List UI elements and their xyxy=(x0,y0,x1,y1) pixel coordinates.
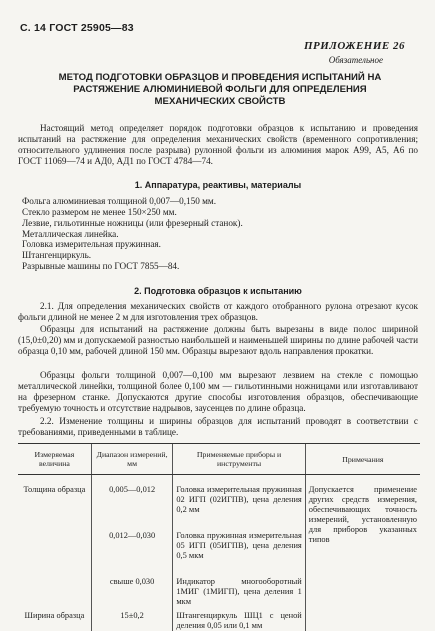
tool-entry: Головка измерительная пружинная 02 ИГП (02ИГПВ), цена деления 0,2 мм xyxy=(176,485,302,515)
list-item: Фольга алюминиевая толщиной 0,007—0,150 мм. xyxy=(22,196,217,206)
table-cell-ranges xyxy=(91,475,172,607)
section-1-list xyxy=(22,196,412,272)
range-value: свыше 0,030 xyxy=(109,577,155,587)
document-title: МЕТОД ПОДГОТОВКИ ОБРАЗЦОВ И ПРОВЕДЕНИЯ ИСПЫТАНИЙ НА РАСТЯЖЕНИЕ АЛЮМИНИЕВОЙ ФОЛЬГИ ДЛЯ ОПРЕДЕЛЕНИЯ МЕХАНИЧЕСКИХ СВОЙСТВ xyxy=(58,72,382,107)
range-value: 0,005—0,012 xyxy=(109,485,156,495)
list-item: Стекло размером не менее 150×250 мм. xyxy=(22,206,177,217)
table-row xyxy=(18,607,420,631)
table-cell-quantity: Ширина образца xyxy=(24,611,85,621)
table-cell-tool xyxy=(173,607,305,631)
intro-paragraph: Настоящий метод определяет порядок подготовки образцов к испытанию и проведения испытаний на растяжение для определения механических свойств (временного сопротивления; относительного удлинения после разрыва) рулонной фольги из алюминия марок А99, А5, А6 по ГОСТ 11069—74 и АД0, АД1 по ГОСТ 4784—74. xyxy=(18,123,418,166)
list-item: Разрывные машины по ГОСТ 7855—84. xyxy=(22,261,180,272)
tool-entry: Штангенциркуль ШЦ1 с ценой деления 0,05 или 0,1 мм xyxy=(176,611,302,630)
list-item: Штангенциркуль. xyxy=(22,250,92,261)
table-row xyxy=(18,475,420,607)
column-header: Применяемые приборы и инструменты xyxy=(173,444,305,475)
range-value: 0,012—0,030 xyxy=(109,531,156,541)
note-text: Допускается применение других средств измерения, обеспечивающих точность измерений, установленную для приборов указанных типов xyxy=(308,485,417,544)
list-item: Лезвие, гильотинные ножницы (или фрезерный станок). xyxy=(22,217,243,228)
column-header: Примечания xyxy=(305,444,420,475)
list-item: Металлическая линейка. xyxy=(22,228,119,239)
table-header-row xyxy=(18,444,420,475)
appendix-status: Обязательное xyxy=(328,55,383,65)
paragraph-2-1: 2.1. Для определения механических свойств от каждого отобранного рулона отрезают кусок фольги длиной не менее 2 м для изготовления трех образцов. xyxy=(18,301,418,322)
paragraph-cutting: Образцы фольги толщиной 0,007—0,100 мм вырезают лезвием на стекле с помощью металлической линейки, толщиной более 0,100 мм — гильотинными ножницами или изготавливают на фрезерном станке. Допускаются другие способы изготовления образцов, обеспечивающие требуемую точность и отсутствие надрывов, заусенцев по длине образца. xyxy=(18,370,418,413)
table-cell-note xyxy=(305,475,420,607)
tool-entry: Индикатор многооборотный 1МИГ (1МИГП), цена деления 1 мкм xyxy=(176,577,302,607)
table-cell-quantity: Толщина образца xyxy=(23,485,86,495)
table-cell-tools xyxy=(173,475,305,607)
list-item: Головка измерительная пружинная. xyxy=(22,239,161,250)
section-1-heading: 1. Аппаратура, реактивы, материалы xyxy=(134,180,302,190)
tool-entry: Головка пружинная измерительная 05 ИГП (05ИГПВ), цена деления 0,5 мкм xyxy=(176,531,302,561)
paragraph-2-2: 2.2. Изменение толщины и ширины образцов для испытаний проводят в соответствии с требованиями, приведенными в таблице. xyxy=(18,416,418,437)
table-cell-range: 15±0,2 xyxy=(91,607,172,631)
section-2-heading: 2. Подготовка образцов к испытанию xyxy=(134,286,302,296)
table-cell-empty xyxy=(305,607,420,631)
paragraph-samples: Образцы для испытаний на растяжение должны быть вырезаны в виде полос шириной (15,0±0,20) мм и допускаемой разностью наибольшей и наименьшей ширины по длине рабочей части образца 0,10 мм, рабочей длиной 150 мм. Образцы вырезают вдоль направления прокатки. xyxy=(18,324,418,356)
column-header: Диапазон измерений, мм xyxy=(91,444,172,475)
column-header: Измеряемая величина xyxy=(18,444,91,475)
page-header: С. 14 ГОСТ 25905—83 xyxy=(20,22,134,34)
measurement-table xyxy=(18,443,420,631)
appendix-label: ПРИЛОЖЕНИЕ 26 xyxy=(303,40,405,52)
